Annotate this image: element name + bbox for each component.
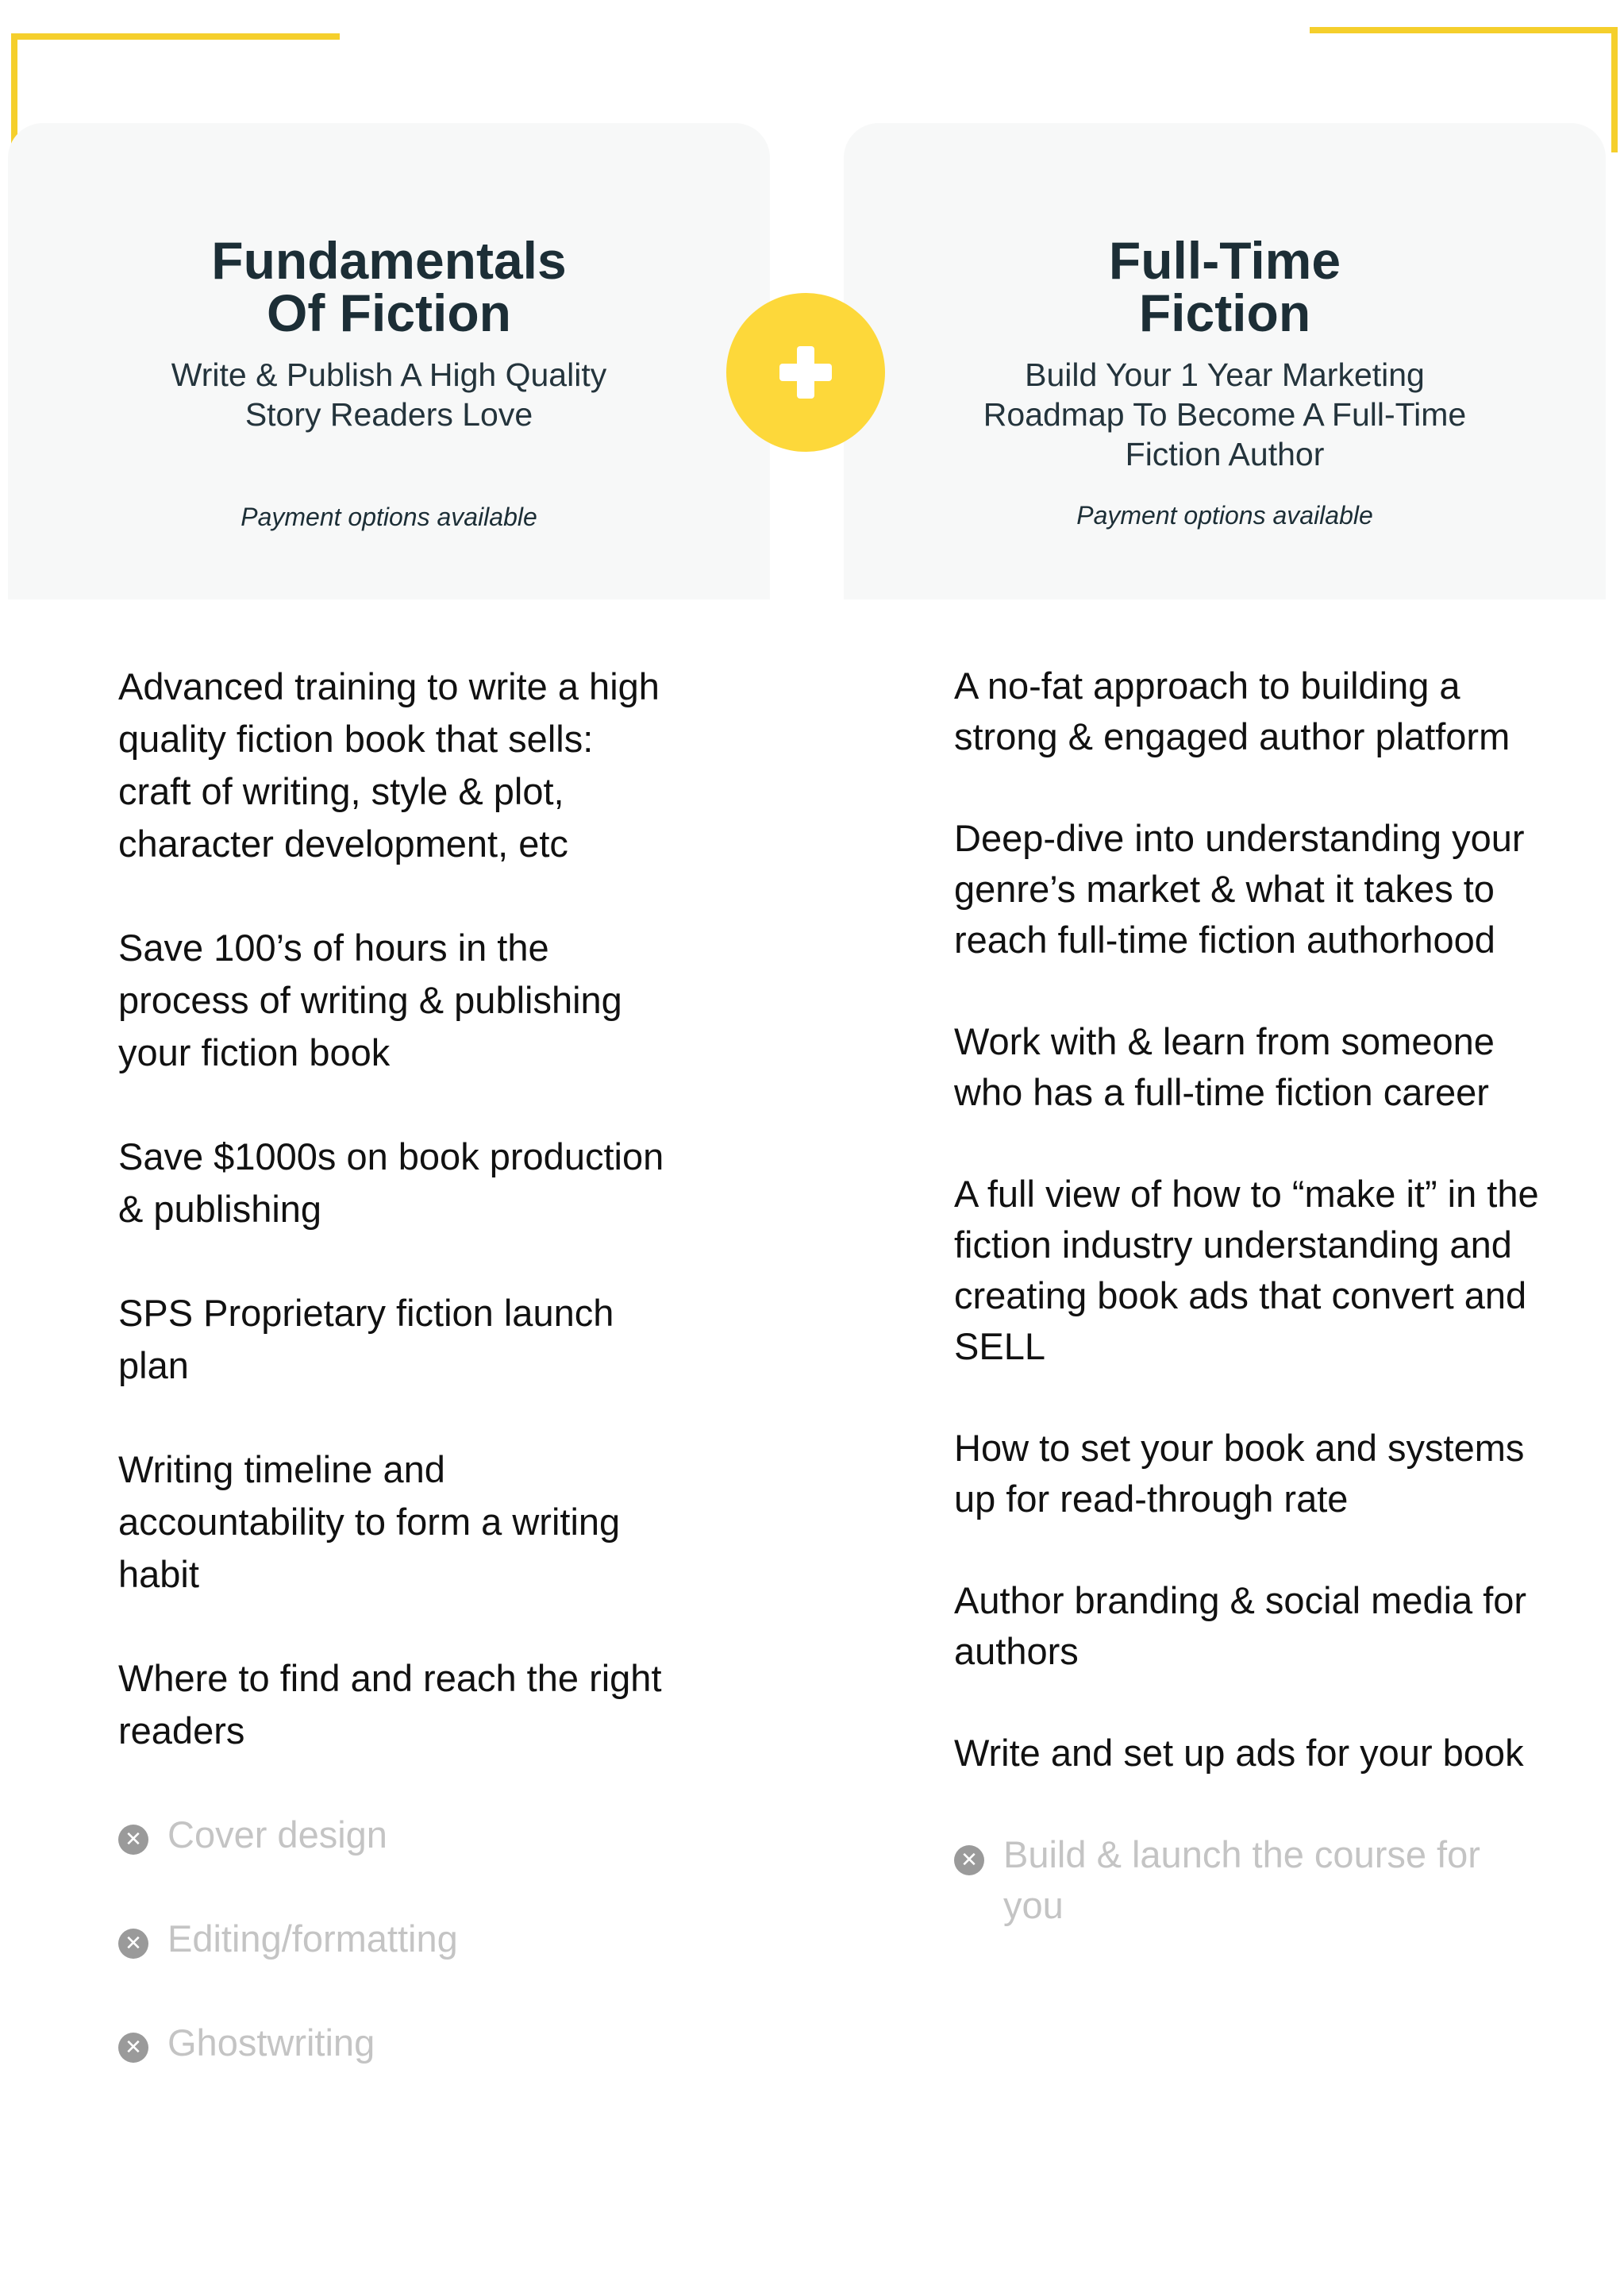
excluded-feature-label: Editing/formatting: [167, 1917, 458, 1960]
excluded-feature-label: Ghostwriting: [167, 2021, 375, 2064]
feature-item: A no-fat approach to building a strong & engaged author platform: [954, 665, 1510, 757]
excluded-feature-label: Cover design: [167, 1813, 387, 1856]
feature-item: Author branding & social media for authors: [954, 1579, 1527, 1672]
card-title: [844, 231, 1606, 342]
card-subtitle-line: Story Readers Love: [244, 396, 533, 433]
card-subtitle-line: Build Your 1 Year Marketing: [1025, 356, 1425, 393]
fundamentals-of-fiction-card: [8, 123, 770, 599]
x-circle-icon: ✕: [118, 2033, 148, 2063]
feature-item: A full view of how to “make it” in the fiction industry understanding and creating book ads that convert and SELL: [954, 1173, 1539, 1367]
card-title-line: Full-Time: [1108, 231, 1341, 290]
feature-item: How to set your book and systems up for read-through rate: [954, 1427, 1525, 1520]
card-title-line: Fundamentals: [211, 231, 567, 290]
excluded-feature-label: Build & launch the course for you: [1003, 1833, 1480, 1926]
feature-item: Where to find and reach the right readers: [118, 1657, 662, 1752]
payment-options-note: Payment options available: [241, 503, 537, 531]
full-time-fiction-feature-list: [954, 661, 1541, 1982]
feature-item: Save $1000s on book production & publishing: [118, 1135, 664, 1230]
card-title-line: Fiction: [1138, 283, 1311, 342]
card-subtitle-line: Fiction Author: [1125, 436, 1325, 472]
excluded-feature-item: [118, 1809, 674, 1861]
excluded-feature-item: [118, 1913, 674, 1965]
x-circle-icon: ✕: [118, 1825, 148, 1855]
plus-icon-vertical-bar: [797, 346, 814, 399]
card-title: [8, 231, 770, 342]
feature-item: Deep-dive into understanding your genre’s market & what it takes to reach full-time fiction authorhood: [954, 817, 1525, 961]
card-title-line: Of Fiction: [267, 283, 511, 342]
card-subtitle-line: Write & Publish A High Quality: [171, 356, 607, 393]
feature-item: Save 100’s of hours in the process of writing & publishing your fiction book: [118, 927, 622, 1073]
excluded-feature-item: [118, 2017, 674, 2069]
feature-item: Writing timeline and accountability to form a writing habit: [118, 1448, 621, 1595]
fundamentals-feature-list: [118, 661, 674, 2121]
payment-options-note: Payment options available: [1076, 501, 1373, 530]
excluded-feature-item: [954, 1829, 1541, 1931]
card-subtitle: [8, 355, 770, 434]
feature-item: SPS Proprietary fiction launch plan: [118, 1292, 614, 1386]
full-time-fiction-card: [844, 123, 1606, 599]
x-circle-icon: ✕: [954, 1845, 984, 1875]
plus-icon: [726, 293, 885, 452]
x-circle-icon: ✕: [118, 1929, 148, 1959]
feature-item: Work with & learn from someone who has a full-time fiction career: [954, 1020, 1495, 1113]
feature-item: Advanced training to write a high quality fiction book that sells: craft of writing, style & plot, character development, etc: [118, 665, 660, 865]
card-subtitle-line: Roadmap To Become A Full-Time: [983, 396, 1467, 433]
feature-item: Write and set up ads for your book: [954, 1732, 1524, 1774]
card-subtitle: [844, 355, 1606, 474]
